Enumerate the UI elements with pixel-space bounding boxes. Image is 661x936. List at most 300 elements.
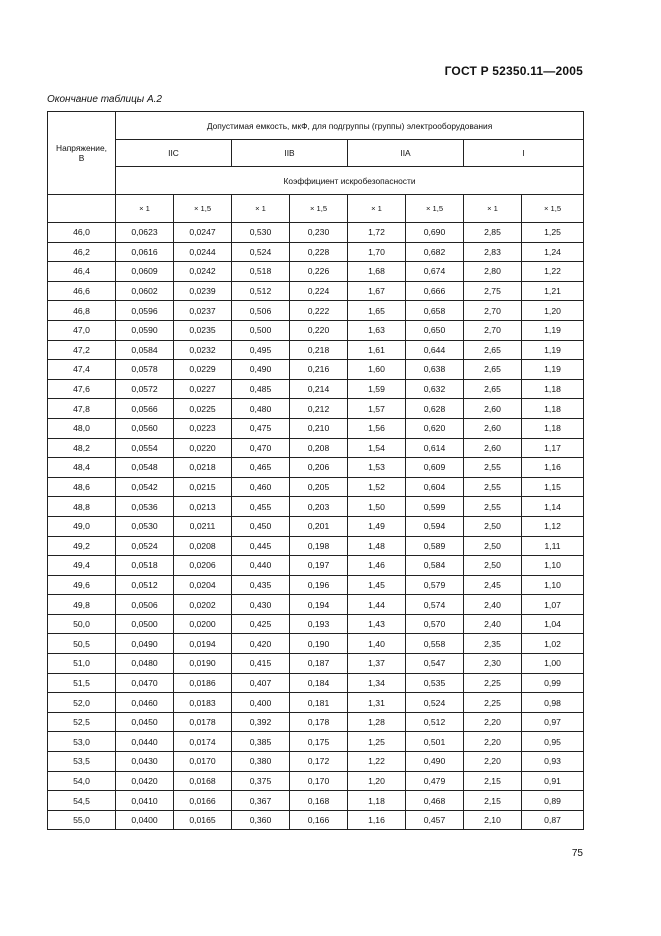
- capacity-cell: 1,45: [348, 575, 406, 595]
- capacity-cell: 0,666: [406, 281, 464, 301]
- capacity-cell: 1,07: [522, 595, 584, 615]
- capacity-cell: 0,0542: [116, 477, 174, 497]
- capacity-cell: 0,0220: [174, 438, 232, 458]
- capacity-cell: 0,0584: [116, 340, 174, 360]
- capacity-cell: 0,0229: [174, 360, 232, 380]
- capacity-cell: 2,83: [464, 242, 522, 262]
- capacity-cell: 0,650: [406, 320, 464, 340]
- capacity-cell: 0,375: [232, 771, 290, 791]
- capacity-cell: 1,54: [348, 438, 406, 458]
- table-row: [48, 752, 584, 772]
- capacity-cell: 2,75: [464, 281, 522, 301]
- capacity-cell: 1,21: [522, 281, 584, 301]
- capacity-cell: 1,31: [348, 693, 406, 713]
- capacity-cell: 0,490: [232, 360, 290, 380]
- capacity-cell: 1,02: [522, 634, 584, 654]
- capacity-cell: 0,170: [290, 771, 348, 791]
- capacity-cell: 0,0165: [174, 810, 232, 830]
- capacity-cell: 2,60: [464, 399, 522, 419]
- capacity-cell: 0,0223: [174, 418, 232, 438]
- capacity-cell: 0,0168: [174, 771, 232, 791]
- capacity-cell: 0,0518: [116, 556, 174, 576]
- table-row: [48, 438, 584, 458]
- capacity-cell: 0,203: [290, 497, 348, 517]
- capacity-cell: 0,0225: [174, 399, 232, 419]
- capacity-cell: 0,0178: [174, 712, 232, 732]
- capacity-cell: 1,15: [522, 477, 584, 497]
- table-row: [48, 320, 584, 340]
- capacity-cell: 0,0202: [174, 595, 232, 615]
- capacity-cell: 0,0623: [116, 223, 174, 243]
- group-header: IIC: [116, 140, 232, 167]
- voltage-cell: 50,5: [48, 634, 116, 654]
- capacity-cell: 0,0616: [116, 242, 174, 262]
- voltage-cell: 49,0: [48, 516, 116, 536]
- voltage-cell: 46,6: [48, 281, 116, 301]
- capacity-cell: 2,80: [464, 262, 522, 282]
- coef-subheader: × 1: [464, 195, 522, 223]
- capacity-cell: 2,20: [464, 732, 522, 752]
- capacity-cell: 2,40: [464, 595, 522, 615]
- voltage-cell: 49,4: [48, 556, 116, 576]
- capacity-cell: 0,93: [522, 752, 584, 772]
- capacity-cell: 0,230: [290, 223, 348, 243]
- capacity-cell: 0,206: [290, 458, 348, 478]
- capacity-cell: 0,0548: [116, 458, 174, 478]
- capacity-cell: 1,12: [522, 516, 584, 536]
- capacity-cell: 1,16: [348, 810, 406, 830]
- capacity-cell: 0,490: [406, 752, 464, 772]
- table-row: [48, 654, 584, 674]
- table-caption: Окончание таблицы А.2: [47, 94, 162, 105]
- capacity-cell: 0,0470: [116, 673, 174, 693]
- capacity-cell: 0,226: [290, 262, 348, 282]
- capacity-cell: 0,87: [522, 810, 584, 830]
- table-row: [48, 810, 584, 830]
- table-row: [48, 771, 584, 791]
- voltage-cell: 46,8: [48, 301, 116, 321]
- capacity-cell: 0,632: [406, 379, 464, 399]
- capacity-cell: 0,470: [232, 438, 290, 458]
- coef-subheader: × 1: [348, 195, 406, 223]
- capacity-cell: 0,570: [406, 614, 464, 634]
- capacity-cell: 0,98: [522, 693, 584, 713]
- voltage-cell: 54,0: [48, 771, 116, 791]
- voltage-header: Напряжение, В: [48, 112, 116, 195]
- voltage-cell: 51,0: [48, 654, 116, 674]
- capacity-cell: 2,10: [464, 810, 522, 830]
- capacity-cell: 0,480: [232, 399, 290, 419]
- capacity-cell: 0,457: [406, 810, 464, 830]
- table-row: [48, 418, 584, 438]
- coef-subheader: × 1,5: [290, 195, 348, 223]
- table-row: [48, 595, 584, 615]
- table-row: [48, 281, 584, 301]
- capacity-cell: 0,485: [232, 379, 290, 399]
- capacity-cell: 1,63: [348, 320, 406, 340]
- capacity-cell: 0,222: [290, 301, 348, 321]
- table-row: [48, 223, 584, 243]
- capacity-cell: 0,0430: [116, 752, 174, 772]
- capacity-cell: 1,44: [348, 595, 406, 615]
- capacity-cell: 0,638: [406, 360, 464, 380]
- capacity-cell: 0,360: [232, 810, 290, 830]
- capacity-cell: 0,0530: [116, 516, 174, 536]
- capacity-cell: 0,0213: [174, 497, 232, 517]
- capacity-cell: 0,228: [290, 242, 348, 262]
- capacity-cell: 2,65: [464, 360, 522, 380]
- voltage-cell: 50,0: [48, 614, 116, 634]
- capacity-cell: 0,0218: [174, 458, 232, 478]
- capacity-cell: 0,0480: [116, 654, 174, 674]
- capacity-cell: 0,468: [406, 791, 464, 811]
- capacity-cell: 0,455: [232, 497, 290, 517]
- capacity-cell: 1,34: [348, 673, 406, 693]
- capacity-cell: 1,04: [522, 614, 584, 634]
- capacity-cell: 0,0239: [174, 281, 232, 301]
- capacity-cell: 0,0206: [174, 556, 232, 576]
- capacity-cell: 0,97: [522, 712, 584, 732]
- capacity-cell: 1,28: [348, 712, 406, 732]
- capacity-cell: 0,208: [290, 438, 348, 458]
- capacity-cell: 2,50: [464, 556, 522, 576]
- table-row: [48, 614, 584, 634]
- table-row: [48, 262, 584, 282]
- capacity-cell: 2,20: [464, 752, 522, 772]
- capacity-cell: 0,0166: [174, 791, 232, 811]
- capacity-cell: 2,30: [464, 654, 522, 674]
- voltage-cell: 47,0: [48, 320, 116, 340]
- capacity-cell: 2,60: [464, 438, 522, 458]
- capacity-cell: 0,0440: [116, 732, 174, 752]
- table-row: [48, 458, 584, 478]
- capacity-cell: 0,589: [406, 536, 464, 556]
- capacity-cell: 0,690: [406, 223, 464, 243]
- capacity-cell: 0,197: [290, 556, 348, 576]
- capacity-cell: 0,89: [522, 791, 584, 811]
- capacity-cell: 0,479: [406, 771, 464, 791]
- capacity-cell: 0,430: [232, 595, 290, 615]
- capacity-cell: 2,40: [464, 614, 522, 634]
- capacity-cell: 0,628: [406, 399, 464, 419]
- capacity-cell: 0,579: [406, 575, 464, 595]
- capacity-cell: 0,435: [232, 575, 290, 595]
- capacity-cell: 0,0170: [174, 752, 232, 772]
- capacity-cell: 1,19: [522, 340, 584, 360]
- capacity-cell: 0,194: [290, 595, 348, 615]
- capacity-cell: 2,55: [464, 458, 522, 478]
- capacity-cell: 0,0602: [116, 281, 174, 301]
- capacity-cell: 1,00: [522, 654, 584, 674]
- capacity-cell: 0,0450: [116, 712, 174, 732]
- capacity-cell: 0,450: [232, 516, 290, 536]
- capacity-cell: 0,193: [290, 614, 348, 634]
- capacity-cell: 0,0211: [174, 516, 232, 536]
- capacity-cell: 0,0490: [116, 634, 174, 654]
- capacity-cell: 0,599: [406, 497, 464, 517]
- capacity-cell: 0,178: [290, 712, 348, 732]
- capacity-cell: 2,65: [464, 340, 522, 360]
- capacity-cell: 0,420: [232, 634, 290, 654]
- capacity-cell: 0,367: [232, 791, 290, 811]
- capacity-cell: 1,18: [522, 379, 584, 399]
- capacity-cell: 1,52: [348, 477, 406, 497]
- capacity-cell: 0,445: [232, 536, 290, 556]
- voltage-cell: 52,0: [48, 693, 116, 713]
- table-row: [48, 301, 584, 321]
- capacity-cell: 2,85: [464, 223, 522, 243]
- voltage-cell: 49,2: [48, 536, 116, 556]
- capacity-cell: 0,0560: [116, 418, 174, 438]
- voltage-cell: 53,0: [48, 732, 116, 752]
- capacity-cell: 0,0410: [116, 791, 174, 811]
- capacity-cell: 0,196: [290, 575, 348, 595]
- voltage-cell: 47,4: [48, 360, 116, 380]
- capacity-cell: 0,205: [290, 477, 348, 497]
- capacity-cell: 1,50: [348, 497, 406, 517]
- capacity-cell: 1,68: [348, 262, 406, 282]
- capacity-cell: 0,210: [290, 418, 348, 438]
- table-row: [48, 477, 584, 497]
- capacity-cell: 0,465: [232, 458, 290, 478]
- capacity-cell: 1,53: [348, 458, 406, 478]
- capacity-cell: 0,524: [232, 242, 290, 262]
- capacity-cell: 0,0596: [116, 301, 174, 321]
- capacity-cell: 1,60: [348, 360, 406, 380]
- voltage-cell: 49,8: [48, 595, 116, 615]
- capacity-cell: 0,594: [406, 516, 464, 536]
- capacity-cell: 0,425: [232, 614, 290, 634]
- coef-subheader: × 1,5: [522, 195, 584, 223]
- capacity-cell: 0,614: [406, 438, 464, 458]
- voltage-cell: 46,0: [48, 223, 116, 243]
- capacity-cell: 2,60: [464, 418, 522, 438]
- capacity-cell: 0,0536: [116, 497, 174, 517]
- capacity-cell: 0,0572: [116, 379, 174, 399]
- capacity-cell: 1,10: [522, 575, 584, 595]
- capacity-cell: 1,40: [348, 634, 406, 654]
- table-row: [48, 791, 584, 811]
- capacity-cell: 0,187: [290, 654, 348, 674]
- coef-subheader: × 1,5: [406, 195, 464, 223]
- capacity-cell: 1,14: [522, 497, 584, 517]
- capacity-cell: 0,99: [522, 673, 584, 693]
- capacity-cell: 1,25: [348, 732, 406, 752]
- capacity-cell: 0,0174: [174, 732, 232, 752]
- capacity-cell: 0,0183: [174, 693, 232, 713]
- voltage-cell: 48,0: [48, 418, 116, 438]
- capacity-cell: 0,475: [232, 418, 290, 438]
- voltage-cell: 48,4: [48, 458, 116, 478]
- capacity-cell: 2,15: [464, 771, 522, 791]
- voltage-cell: 48,6: [48, 477, 116, 497]
- capacity-cell: 1,11: [522, 536, 584, 556]
- table-row: [48, 242, 584, 262]
- capacity-cell: 0,500: [232, 320, 290, 340]
- voltage-cell: 47,6: [48, 379, 116, 399]
- capacity-cell: 0,495: [232, 340, 290, 360]
- capacity-cell: 0,95: [522, 732, 584, 752]
- coef-subheader: × 1,5: [174, 195, 232, 223]
- table-row: [48, 360, 584, 380]
- capacity-cell: 1,19: [522, 360, 584, 380]
- capacity-cell: 2,55: [464, 497, 522, 517]
- capacity-cell: 1,57: [348, 399, 406, 419]
- capacity-cell: 1,61: [348, 340, 406, 360]
- capacity-cell: 1,37: [348, 654, 406, 674]
- capacity-cell: 1,22: [522, 262, 584, 282]
- coef-subheader: × 1: [116, 195, 174, 223]
- capacity-cell: 0,0186: [174, 673, 232, 693]
- capacity-cell: 1,20: [348, 771, 406, 791]
- group-header: IIB: [232, 140, 348, 167]
- capacity-cell: 0,682: [406, 242, 464, 262]
- table-row: [48, 575, 584, 595]
- capacity-cell: 0,190: [290, 634, 348, 654]
- capacity-cell: 0,0500: [116, 614, 174, 634]
- capacity-cell: 1,10: [522, 556, 584, 576]
- capacity-table: [47, 111, 584, 830]
- table-row: [48, 732, 584, 752]
- capacity-cell: 0,0460: [116, 693, 174, 713]
- voltage-cell: 46,4: [48, 262, 116, 282]
- capacity-cell: 1,25: [522, 223, 584, 243]
- voltage-cell: 51,5: [48, 673, 116, 693]
- capacity-cell: 0,674: [406, 262, 464, 282]
- capacity-cell: 0,224: [290, 281, 348, 301]
- table-row: [48, 340, 584, 360]
- capacity-cell: 0,0247: [174, 223, 232, 243]
- capacity-cell: 2,70: [464, 301, 522, 321]
- table-row: [48, 497, 584, 517]
- capacity-cell: 0,0420: [116, 771, 174, 791]
- capacity-cell: 0,512: [406, 712, 464, 732]
- table-row: [48, 693, 584, 713]
- capacity-cell: 1,59: [348, 379, 406, 399]
- capacity-cell: 0,172: [290, 752, 348, 772]
- capacity-cell: 0,0244: [174, 242, 232, 262]
- capacity-cell: 0,385: [232, 732, 290, 752]
- capacity-cell: 0,212: [290, 399, 348, 419]
- capacity-cell: 0,460: [232, 477, 290, 497]
- capacity-cell: 1,49: [348, 516, 406, 536]
- capacity-cell: 2,70: [464, 320, 522, 340]
- capacity-cell: 1,48: [348, 536, 406, 556]
- capacity-cell: 1,18: [522, 418, 584, 438]
- coef-subheader: × 1: [232, 195, 290, 223]
- table-row: [48, 536, 584, 556]
- capacity-cell: 0,0200: [174, 614, 232, 634]
- capacity-cell: 0,512: [232, 281, 290, 301]
- capacity-cell: 0,380: [232, 752, 290, 772]
- capacity-cell: 1,43: [348, 614, 406, 634]
- capacity-cell: 1,67: [348, 281, 406, 301]
- capacity-cell: 1,65: [348, 301, 406, 321]
- table-row: [48, 379, 584, 399]
- capacity-cell: 1,70: [348, 242, 406, 262]
- capacity-cell: 0,175: [290, 732, 348, 752]
- capacity-cell: 2,25: [464, 693, 522, 713]
- capacity-cell: 0,392: [232, 712, 290, 732]
- capacity-cell: 0,407: [232, 673, 290, 693]
- capacity-cell: 1,18: [522, 399, 584, 419]
- capacity-cell: 2,45: [464, 575, 522, 595]
- capacity-cell: 0,0208: [174, 536, 232, 556]
- capacity-cell: 0,0204: [174, 575, 232, 595]
- capacity-cell: 0,530: [232, 223, 290, 243]
- capacity-cell: 1,72: [348, 223, 406, 243]
- capacity-cell: 1,19: [522, 320, 584, 340]
- capacity-cell: 0,644: [406, 340, 464, 360]
- capacity-cell: 0,198: [290, 536, 348, 556]
- capacity-cell: 0,0194: [174, 634, 232, 654]
- page-number: 75: [571, 848, 583, 859]
- capacity-cell: 0,0578: [116, 360, 174, 380]
- voltage-cell: 55,0: [48, 810, 116, 830]
- capacity-cell: 0,214: [290, 379, 348, 399]
- capacity-cell: 0,440: [232, 556, 290, 576]
- capacity-cell: 0,0235: [174, 320, 232, 340]
- capacity-cell: 0,0590: [116, 320, 174, 340]
- capacity-cell: 0,0215: [174, 477, 232, 497]
- capacity-cell: 1,18: [348, 791, 406, 811]
- capacity-cell: 0,91: [522, 771, 584, 791]
- capacity-cell: 0,584: [406, 556, 464, 576]
- voltage-cell: 46,2: [48, 242, 116, 262]
- capacity-cell: 0,0524: [116, 536, 174, 556]
- capacity-cell: 2,50: [464, 516, 522, 536]
- capacity-cell: 0,0242: [174, 262, 232, 282]
- capacity-cell: 0,0609: [116, 262, 174, 282]
- capacity-cell: 2,15: [464, 791, 522, 811]
- capacity-cell: 0,0512: [116, 575, 174, 595]
- table-row: [48, 673, 584, 693]
- capacity-cell: 0,524: [406, 693, 464, 713]
- capacity-cell: 0,535: [406, 673, 464, 693]
- capacity-cell: 2,65: [464, 379, 522, 399]
- capacity-cell: 0,0232: [174, 340, 232, 360]
- capacity-cell: 2,25: [464, 673, 522, 693]
- safety-coef-header: Коэффициент искробезопасности: [116, 167, 584, 195]
- capacity-cell: 0,0237: [174, 301, 232, 321]
- voltage-cell: 48,8: [48, 497, 116, 517]
- capacity-cell: 0,216: [290, 360, 348, 380]
- group-header: IIA: [348, 140, 464, 167]
- capacity-cell: 1,17: [522, 438, 584, 458]
- capacity-cell: 0,0566: [116, 399, 174, 419]
- capacity-cell: 0,604: [406, 477, 464, 497]
- capacity-cell: 0,658: [406, 301, 464, 321]
- voltage-cell: 49,6: [48, 575, 116, 595]
- voltage-cell: 47,2: [48, 340, 116, 360]
- capacity-cell: 0,558: [406, 634, 464, 654]
- table-row: [48, 634, 584, 654]
- capacity-cell: 0,547: [406, 654, 464, 674]
- capacity-cell: 0,181: [290, 693, 348, 713]
- voltage-cell: 48,2: [48, 438, 116, 458]
- capacity-cell: 0,415: [232, 654, 290, 674]
- voltage-cell: 53,5: [48, 752, 116, 772]
- capacity-cell: 2,55: [464, 477, 522, 497]
- capacity-cell: 0,0227: [174, 379, 232, 399]
- capacity-cell: 0,400: [232, 693, 290, 713]
- capacity-cell: 2,35: [464, 634, 522, 654]
- document-id: ГОСТ Р 52350.11—2005: [444, 64, 583, 78]
- table-row: [48, 399, 584, 419]
- capacity-cell: 0,168: [290, 791, 348, 811]
- capacity-cell: 1,20: [522, 301, 584, 321]
- capacity-cell: 0,218: [290, 340, 348, 360]
